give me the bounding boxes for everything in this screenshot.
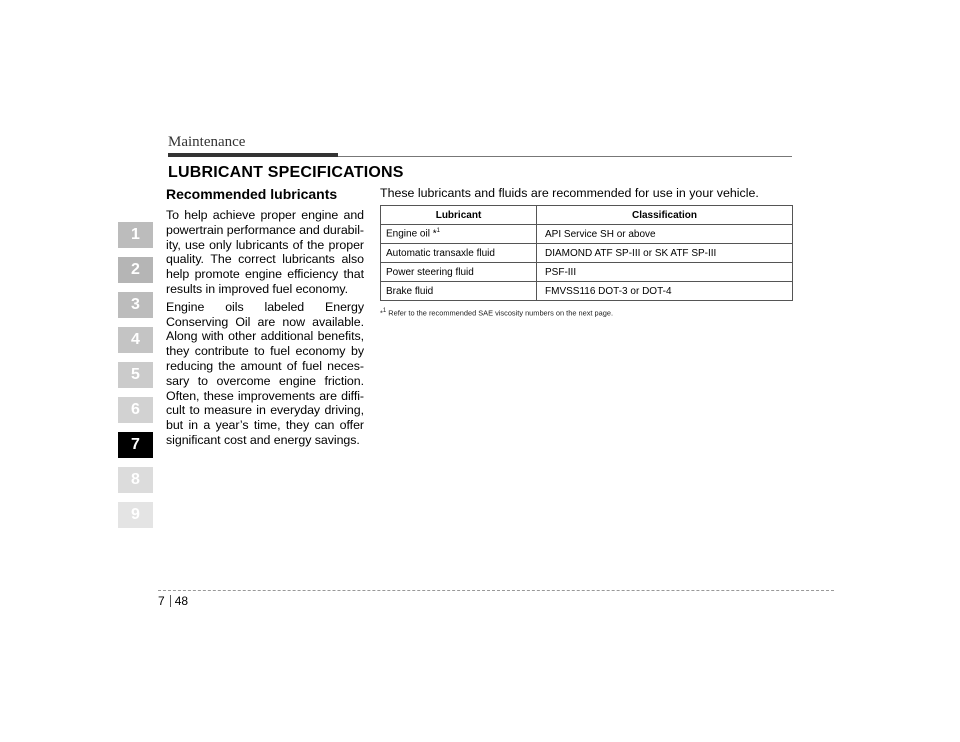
table-row <box>381 244 793 263</box>
table-row <box>381 225 793 244</box>
chapter-tab-3[interactable]: 3 <box>118 292 153 318</box>
classification-cell: DIAMOND ATF SP-III or SK ATF SP-III <box>537 244 793 263</box>
lubricant-cell: Brake fluid <box>381 282 537 301</box>
lubricant-cell: Power steering fluid <box>381 263 537 282</box>
page-separator <box>170 595 171 607</box>
section-title: LUBRICANT SPECIFICATIONS <box>168 164 404 181</box>
classification-cell: API Service SH or above <box>537 225 793 244</box>
page-number <box>158 594 188 608</box>
chapter-tab-5[interactable]: 5 <box>118 362 153 388</box>
table-intro: These lubricants and fluids are recommended for use in your vehicle. <box>380 186 759 200</box>
subheading: Recommended lubricants <box>166 186 338 202</box>
classification-cell: PSF-III <box>537 263 793 282</box>
table-header-row <box>381 206 793 225</box>
chapter-tab-4[interactable]: 4 <box>118 327 153 353</box>
page-num: 48 <box>174 594 189 608</box>
lubricant-table <box>380 205 793 301</box>
chapter-tab-8[interactable]: 8 <box>118 467 153 493</box>
chapter-tab-7[interactable]: 7 <box>118 432 153 458</box>
paragraph: Engine oils labeled Energy Conserving Oil are now available. Along with other additional benefits, they contribute to fuel economy by reducing the amount of fuel neces-sary to overcome engine friction. Often, these improvements are diffi-cult to measure in everyday driving, but in a year’s time, they can offer significant cost and energy savings. <box>166 299 364 447</box>
footnote: *$^1$ Refer to the recommended SAE viscosity numbers on the next page. <box>380 308 613 318</box>
footer-rule <box>158 590 834 591</box>
header-rule-accent <box>168 153 338 157</box>
chapter-tabs <box>118 222 153 537</box>
chapter-tab-9[interactable]: 9 <box>118 502 153 528</box>
right-column <box>380 186 793 317</box>
chapter-tab-1[interactable]: 1 <box>118 222 153 248</box>
table-row <box>381 282 793 301</box>
chapter-tab-2[interactable]: 2 <box>118 257 153 283</box>
column-header-lubricant: Lubricant <box>381 206 537 225</box>
page-chapter: 7 <box>158 594 165 608</box>
lubricant-cell: Automatic transaxle fluid <box>381 244 537 263</box>
paragraph: To help achieve proper engine and powertrain performance and durabil-ity, use only lubricants of the proper quality. The correct lubricants also help promote engine efficiency that results in improved fuel economy. <box>166 208 364 296</box>
classification-cell: FMVSS116 DOT-3 or DOT-4 <box>537 282 793 301</box>
header-title: Maintenance <box>168 134 246 150</box>
table-row <box>381 263 793 282</box>
left-column <box>166 186 364 451</box>
chapter-tab-6[interactable]: 6 <box>118 397 153 423</box>
footnote-ref: 1 <box>436 228 440 235</box>
column-header-classification: Classification <box>537 206 793 225</box>
lubricant-cell: Engine oil *$^1$ <box>381 225 537 244</box>
